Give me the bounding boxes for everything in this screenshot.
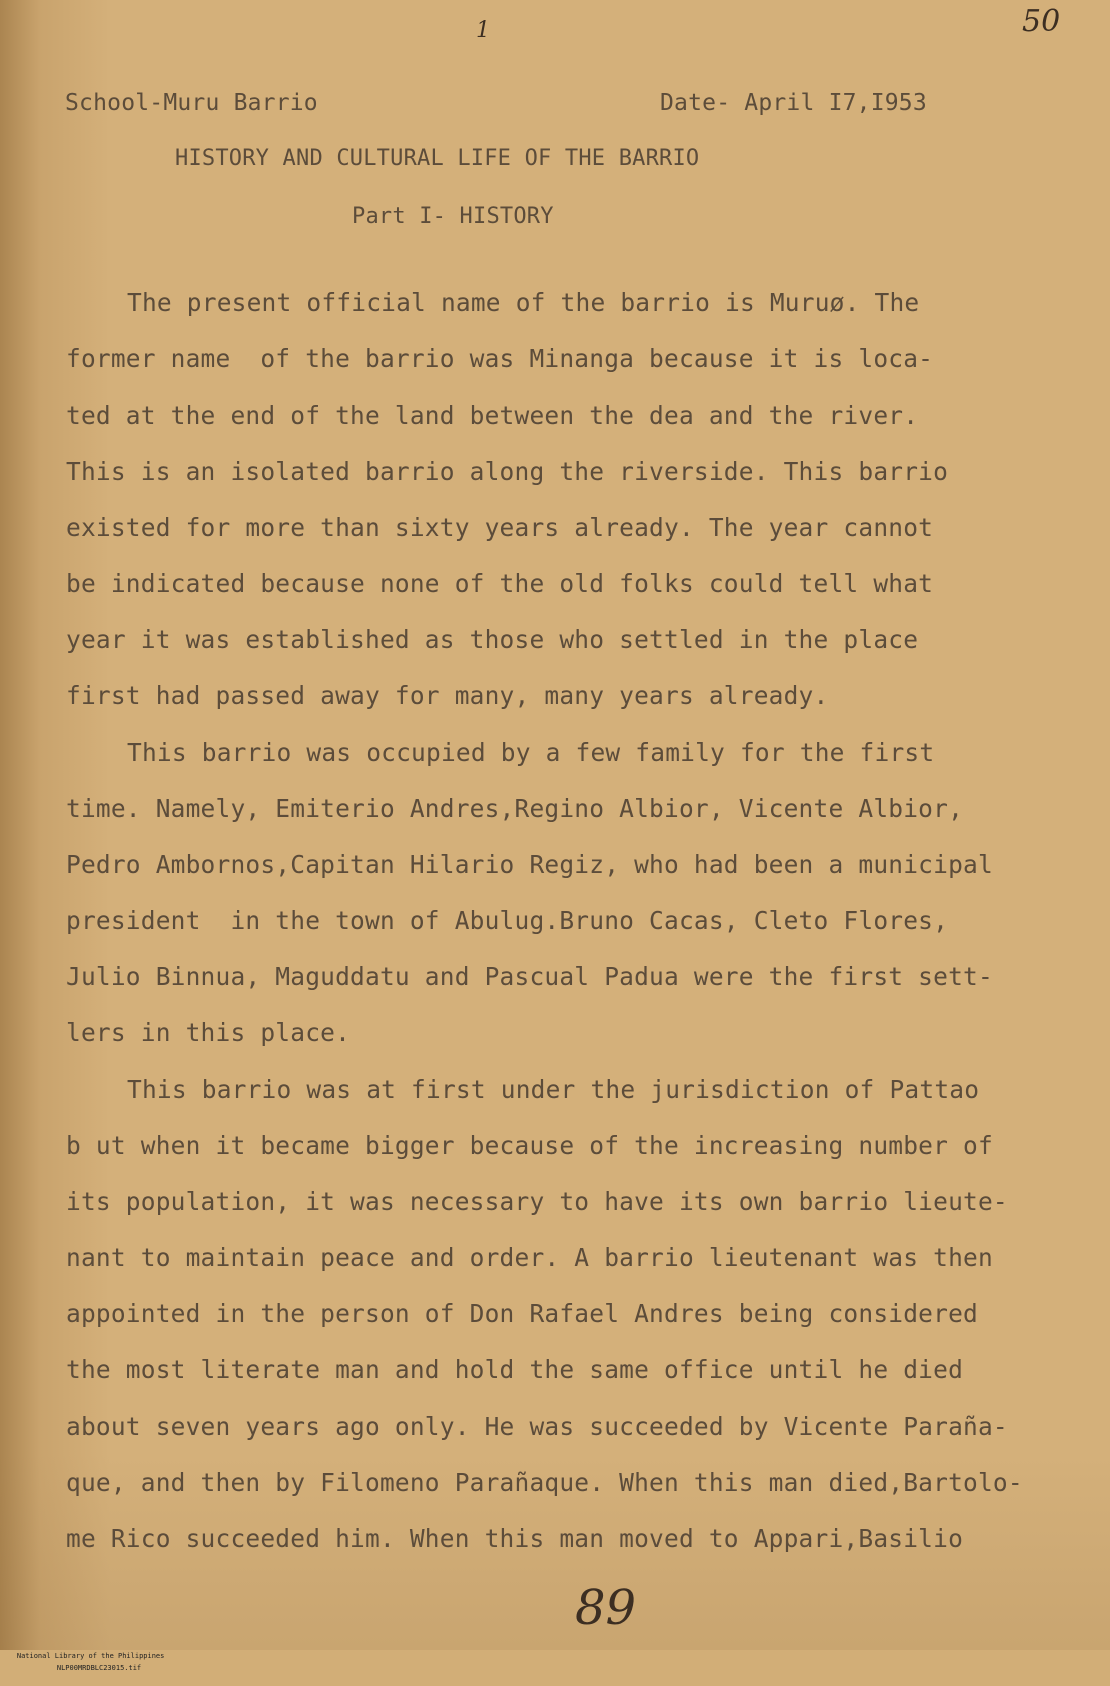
body-line: year it was established as those who settled in the place (66, 625, 919, 654)
body-line: This is an isolated barrio along the riverside. This barrio (66, 457, 949, 486)
handwritten-page-number: 50 (1022, 4, 1061, 39)
body-line: appointed in the person of Don Rafael Andres being considered (66, 1299, 978, 1328)
body-line: time. Namely, Emiterio Andres,Regino Albior, Vicente Albior, (66, 794, 964, 823)
body-line: the most literate man and hold the same office until he died (66, 1355, 964, 1384)
body-line: The present official name of the barrio is Muruø. The (127, 288, 920, 317)
body-line: me Rico succeeded him. When this man moved to Appari,Basilio (66, 1524, 964, 1553)
body-line: b ut when it became bigger because of the increasing number of (66, 1131, 993, 1160)
header-school: School-Muru Barrio (65, 90, 318, 116)
body-line: be indicated because none of the old folks could tell what (66, 569, 934, 598)
body-line: former name of the barrio was Minanga because it is loca- (66, 344, 934, 373)
top-mark: 1 (476, 18, 490, 43)
footer-library: National Library of the Philippines (16, 1652, 165, 1660)
body-line: Julio Binnua, Maguddatu and Pascual Padua were the first sett- (66, 962, 993, 991)
body-line: its population, it was necessary to have its own barrio lieute- (66, 1187, 1008, 1216)
document-title: HISTORY AND CULTURAL LIFE OF THE BARRIO (175, 146, 700, 171)
body-line: existed for more than sixty years already. The year cannot (66, 513, 934, 542)
handwritten-bottom-number: 89 (575, 1580, 637, 1636)
body-line: president in the town of Abulug.Bruno Cacas, Cleto Flores, (66, 906, 949, 935)
body-line: lers in this place. (66, 1018, 351, 1047)
body-line: about seven years ago only. He was succeeded by Vicente Paraña- (66, 1412, 1008, 1441)
header-date: Date- April I7,I953 (660, 90, 927, 116)
body-line: Pedro Ambornos,Capitan Hilario Regiz, who had been a municipal (66, 850, 993, 879)
body-line: first had passed away for many, many years already. (66, 681, 829, 710)
scan-footer (0, 1638, 1110, 1672)
body-line: This barrio was occupied by a few family for the first (127, 738, 935, 767)
body-line: que, and then by Filomeno Parañaque. When this man died,Bartolo- (66, 1468, 1023, 1497)
body-line: nant to maintain peace and order. A barrio lieutenant was then (66, 1243, 993, 1272)
document-subtitle: Part I- HISTORY (352, 204, 554, 229)
footer-file: NLP00MRDBLC23015.tif (56, 1664, 142, 1672)
body-line: This barrio was at first under the jurisdiction of Pattao (127, 1075, 980, 1104)
body-line: ted at the end of the land between the dea and the river. (66, 401, 919, 430)
